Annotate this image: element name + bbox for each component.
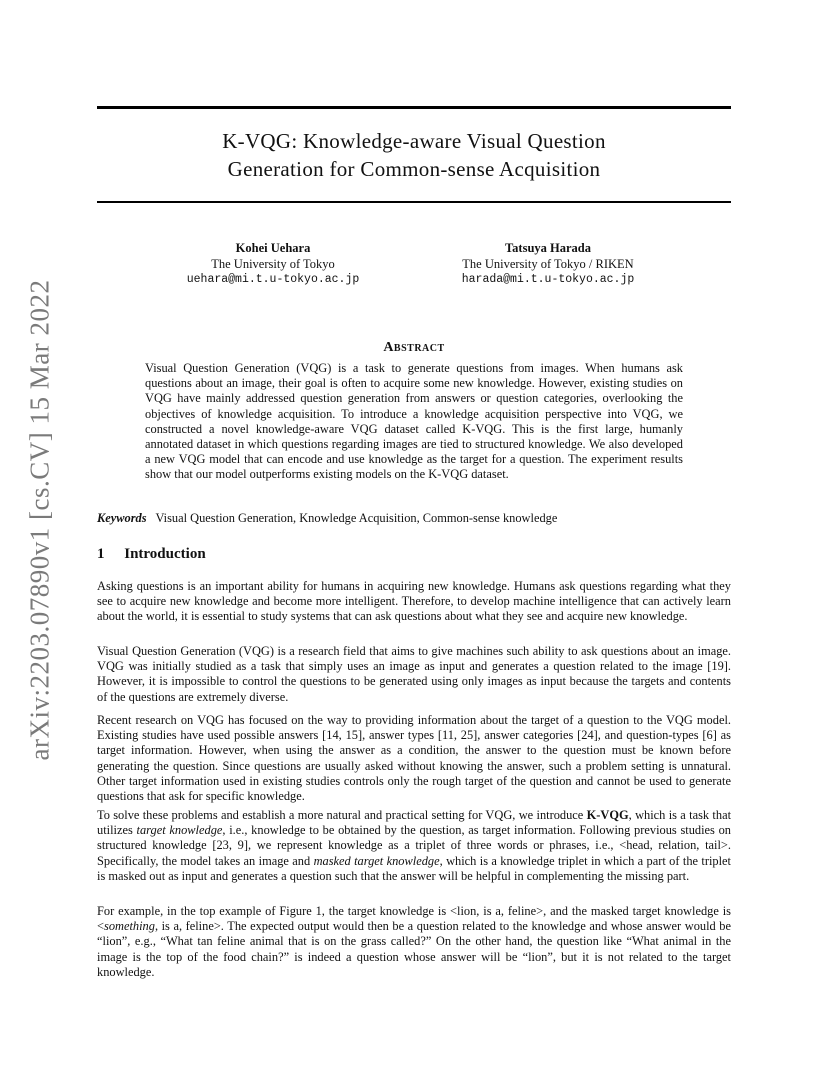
masked-target-knowledge-term: masked target knowledge [313, 853, 440, 868]
paragraph-text: , i.e., knowledge to be obtained by the question, as target information. Following previous studies on structured knowledge [23, 9], we represent knowledge as a triplet of three words or phrases, i.e., <head, relation, tail>. Specifically, the model takes an image and [97, 823, 731, 868]
intro-paragraph-3: Recent research on VQG has focused on the way to providing information about the target of a question to the VQG model. Existing studies have used possible answers [14, 15], answer types [11, 25], answer categories [24], and question-types [6] as target information. However, when using the answer as a condition, the answer to the question must be known before generating the question. Since questions are usually asked without knowing the answer, such a problem setting is unnatural. Other target information used in existing studies controls only the rough target of the question and cannot be used to generate questions that ask for specific knowledge. [97, 713, 731, 804]
title-line-1: K-VQG: Knowledge-aware Visual Question [222, 129, 606, 153]
paragraph-text: For example, in the top example of Figure 1, the target knowledge is <lion, is a, feline>, and the masked target knowledge is < [97, 904, 731, 934]
author-block-2 [418, 240, 678, 288]
keywords-label: Keywords [97, 511, 147, 525]
author-block-1 [143, 240, 403, 288]
target-knowledge-term: target knowledge [136, 823, 223, 838]
author-affiliation: The University of Tokyo [211, 257, 335, 271]
intro-paragraph-5 [97, 904, 731, 980]
paragraph-text: , which is a knowledge triplet in which a part of the triplet is masked out as input and generates a question such that the answer will be helpful in complementing the missing part. [97, 853, 731, 883]
intro-paragraph-4 [97, 808, 731, 884]
paragraph-text: , is a, feline>. The expected output would then be a question related to the knowledge and whose answer would be “lion”, e.g., “What tan feline animal that is on the grass called?” On the other hand, the question like “What animal in the image is the top of the food chain?” is indeed a question whose answer will be “lion”, but it is not related to the target knowledge. [97, 919, 731, 979]
paragraph-text: , which is a task that utilizes [97, 808, 732, 838]
kvqg-term: K-VQG [586, 808, 629, 822]
section-number: 1 [97, 546, 105, 562]
author-name: Kohei Uehara [235, 241, 311, 255]
author-email[interactable]: uehara@mi.t.u-tokyo.ac.jp [186, 273, 360, 286]
author-affiliation: The University of Tokyo / RIKEN [462, 257, 634, 271]
keywords-text: Visual Question Generation, Knowledge Acquisition, Common-sense knowledge [155, 511, 558, 525]
author-name: Tatsuya Harada [504, 241, 592, 255]
keywords-line [97, 511, 731, 526]
intro-paragraph-2: Visual Question Generation (VQG) is a research field that aims to give machines such ability to ask questions about an image. VQG was initially studied as a task that simply uses an image as input and generates a question related to the image [19]. However, it is impossible to control the questions to be generated using only images as input because the targets and contents of the questions are extremely diverse. [97, 644, 731, 704]
paper-title [97, 127, 731, 183]
paragraph-text: To solve these problems and establish a more natural and practical setting for VQG, we introduce [97, 808, 587, 822]
title-bottom-rule [97, 201, 731, 203]
section-heading-introduction [97, 546, 206, 563]
something-term: something [104, 919, 155, 934]
abstract-text: Visual Question Generation (VQG) is a task to generate questions from images. When humans ask questions about an image, their goal is often to acquire some new knowledge. However, existing studies on VQG have mainly addressed question generation from answers or question categories, overlooking the objectives of knowledge acquisition. To introduce a knowledge acquisition perspective into VQG, we constructed a novel knowledge-aware VQG dataset called K-VQG. This is the first large, humanly annotated dataset in which questions regarding images are tied to structured knowledge. We also developed a new VQG model that can encode and use knowledge as the target for a question. The experiment results show that our model outperforms existing models on the K-VQG dataset. [145, 361, 683, 482]
intro-paragraph-1: Asking questions is an important ability for humans in acquiring new knowledge. Humans ask questions regarding what they see to acquire new knowledge and become more intelligent. Therefore, to develop machine intelligence that can actively learn about the world, it is essential to study systems that can ask questions about what they see and acquire new knowledge. [97, 579, 731, 624]
section-title: Introduction [124, 546, 206, 562]
title-line-2: Generation for Common-sense Acquisition [227, 157, 601, 181]
title-top-rule [97, 106, 731, 109]
abstract-heading: Abstract [383, 340, 445, 355]
author-email[interactable]: harada@mi.t.u-tokyo.ac.jp [461, 273, 635, 286]
arxiv-side-stamp[interactable]: arXiv:2203.07890v1 [cs.CV] 15 Mar 2022 [24, 279, 55, 761]
